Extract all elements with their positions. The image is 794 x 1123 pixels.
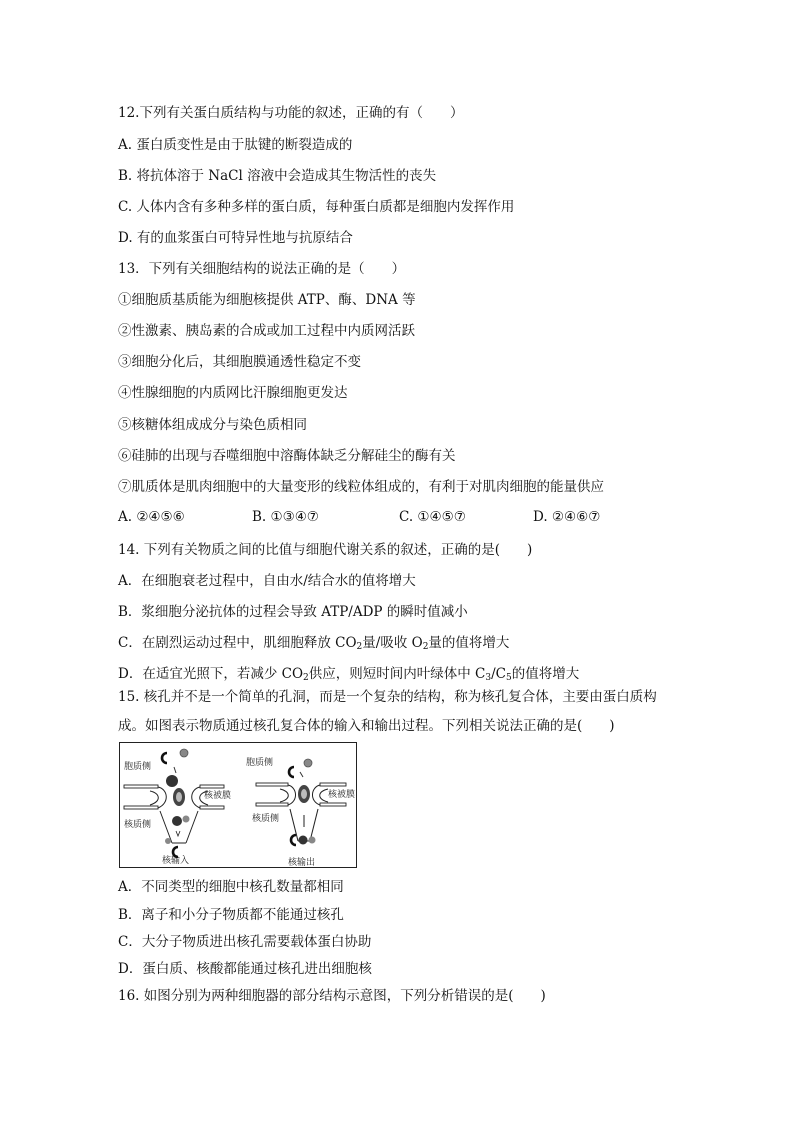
q12-option-a: A. 蛋白质变性是由于肽键的断裂造成的 (118, 137, 353, 153)
receptor-shape (162, 753, 167, 763)
q14-option-b: B．浆细胞分泌抗体的过程会导致 ATP/ADP 的瞬时值减小 (118, 604, 468, 620)
q15-option-a: A．不同类型的细胞中核孔数量都相同 (118, 879, 344, 895)
left-nucleus-label: 核质侧 (124, 820, 152, 830)
q13-options (118, 509, 678, 527)
q12-option-c: C. 人体内含有多种多样的蛋白质，每种蛋白质都是细胞内发挥作用 (118, 199, 515, 215)
q13-option-d: D. ②④⑥⑦ (533, 509, 601, 525)
nuclear-pore-diagram (120, 743, 356, 867)
right-nucleus-label: 核质侧 (252, 814, 280, 824)
left-import-caption: 核输入 (162, 856, 190, 866)
nuclear-pore-figure (119, 742, 357, 868)
q13-stem: 13．下列有关细胞结构的说法正确的是（ ） (118, 261, 406, 277)
receptor-cargo-complex (166, 775, 178, 787)
q13-item-3: ③细胞分化后，其细胞膜通透性稳定不变 (118, 354, 361, 370)
q13-option-a: A. ②④⑤⑥ (118, 509, 185, 525)
q13-item-4: ④性腺细胞的内质网比汗腺细胞更发达 (118, 385, 348, 401)
left-membrane-label: 核被膜 (204, 791, 232, 801)
q13-item-1: ①细胞质基质能为细胞核提供 ATP、酶、DNA 等 (118, 292, 416, 308)
q14-option-d: D．在适宜光照下，若减少 $CO_2$供应，则短时间内叶绿体中 $C_3/C_5$的值将增大 (118, 666, 580, 683)
q12-option-d: D. 有的血浆蛋白可特异性地与抗原结合 (118, 230, 353, 246)
q14-option-c: C．在剧烈运动过程中，肌细胞释放 $CO_2$量/吸收 $O_2$量的值将增大 (118, 635, 510, 652)
q16-stem: 16. 如图分别为两种细胞器的部分结构示意图，下列分析错误的是( ) (118, 988, 546, 1004)
right-membrane-label: 核被膜 (328, 790, 356, 800)
q15-option-c: C．大分子物质进出核孔需要载体蛋白协助 (118, 934, 372, 950)
cargo-protein (180, 749, 188, 757)
q12-stem: 12.下列有关蛋白质结构与功能的叙述，正确的有（ ） (118, 105, 464, 121)
q13-item-2: ②性激素、胰岛素的合成或加工过程中内质网活跃 (118, 323, 415, 339)
left-cytoplasm-label: 胞质侧 (124, 762, 152, 772)
q15-option-d: D．蛋白质、核酸都能通过核孔进出细胞核 (118, 961, 372, 977)
q13-item-5: ⑤核糖体组成成分与染色质相同 (118, 417, 307, 433)
q14-stem: 14. 下列有关物质之间的比值与细胞代谢关系的叙述，正确的是( ) (118, 542, 533, 558)
q13-option-b: B. ①③④⑦ (252, 509, 319, 525)
q12-option-b: B. 将抗体溶于 NaCl 溶液中会造成其生物活性的丧失 (118, 168, 437, 184)
right-export-caption: 核输出 (288, 858, 316, 867)
q13-item-7: ⑦肌质体是肌肉细胞中的大量变形的线粒体组成的，有利于对肌肉细胞的能量供应 (118, 479, 604, 495)
q13-item-6: ⑥硅肺的出现与吞噬细胞中溶酶体缺乏分解硅尘的酶有关 (118, 448, 456, 464)
q14-option-a: A．在细胞衰老过程中，自由水/结合水的值将增大 (118, 573, 416, 589)
right-cytoplasm-label: 胞质侧 (246, 758, 274, 768)
q15-stem-line-1: 15. 核孔并不是一个简单的孔洞，而是一个复杂的结构，称为核孔复合体，主要由蛋白质构 (118, 689, 657, 705)
q15-option-b: B．离子和小分子物质都不能通过核孔 (118, 907, 344, 923)
q15-stem-line-2: 成。如图表示物质通过核孔复合体的输入和输出过程。下列相关说法正确的是( ) (118, 718, 615, 734)
q13-option-c: C. ①④⑤⑦ (399, 509, 466, 525)
